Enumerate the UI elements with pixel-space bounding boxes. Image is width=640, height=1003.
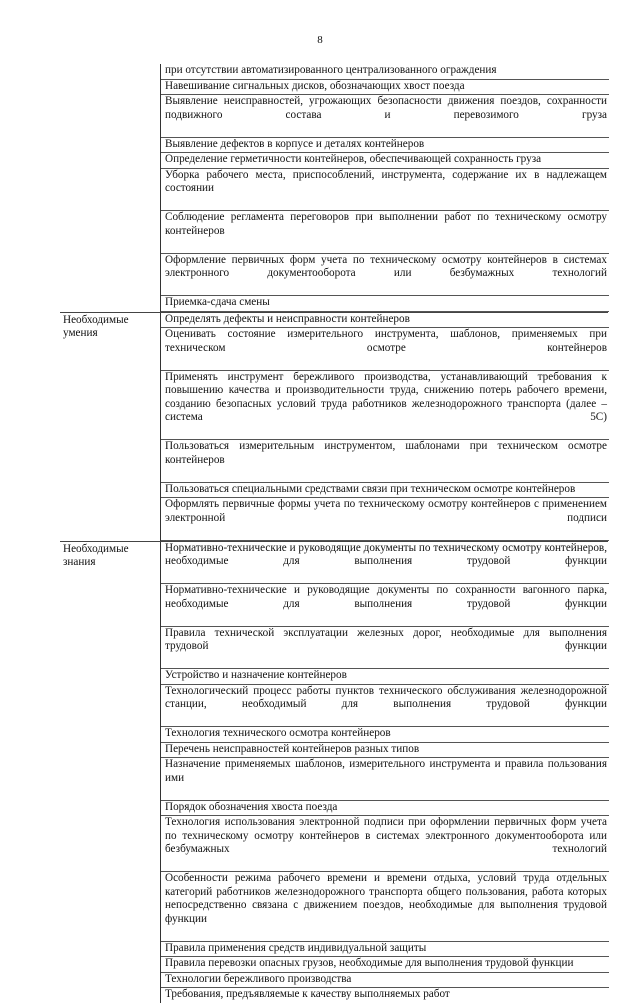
table-cell: Правила перевозки опасных грузов, необходимые для выполнения трудовой функции bbox=[161, 957, 609, 973]
table-cell: Назначение применяемых шаблонов, измерительного инструмента и правила пользования ими bbox=[161, 758, 609, 801]
table-cell: Перечень неисправностей контейнеров разных типов bbox=[161, 743, 609, 759]
table-cell: Правила технической эксплуатации железных дорог, необходимые для выполнения трудовой функции bbox=[161, 627, 609, 670]
section-label bbox=[60, 64, 160, 312]
section-items bbox=[160, 542, 609, 1003]
table-cell: Нормативно-технические и руководящие документы по сохранности вагонного парка, необходимые для выполнения трудовой функции bbox=[161, 584, 609, 627]
table-cell: Правила применения средств индивидуальной защиты bbox=[161, 942, 609, 958]
table-cell: Нормативно-технические и руководящие документы по техническому осмотру контейнеров, необходимые для выполнения трудовой функции bbox=[161, 542, 609, 585]
table-section bbox=[60, 312, 608, 541]
section-label: Необходимые умения bbox=[63, 313, 129, 339]
table-section bbox=[60, 541, 608, 1003]
table-cell: при отсутствии автоматизированного централизованного ограждения bbox=[161, 64, 609, 80]
table-cell: Устройство и назначение контейнеров bbox=[161, 669, 609, 685]
table-cell: Технологический процесс работы пунктов технического обслуживания железнодорожной станции, необходимый для выполнения трудовой функции bbox=[161, 685, 609, 728]
table-cell: Особенности режима рабочего времени и времени отдыха, условий труда отдельных категорий работников железнодорожного транспорта общего пользования, работа которых непосредственно связана с движением поездов, необходимые для выполнения трудовой функции bbox=[161, 872, 609, 942]
table-cell: Приемка-сдача смены bbox=[161, 296, 609, 312]
section-items bbox=[160, 64, 609, 312]
table-cell: Оформление первичных форм учета по техническому осмотру контейнеров в системах электронного документооборота или безбумажных технологий bbox=[161, 254, 609, 297]
section-items bbox=[160, 313, 609, 541]
table-cell: Определять дефекты и неисправности контейнеров bbox=[161, 313, 609, 329]
table-cell: Уборка рабочего места, приспособлений, инструмента, содержание их в надлежащем состоянии bbox=[161, 169, 609, 212]
competency-table bbox=[60, 64, 608, 1003]
table-cell: Технологии бережливого производства bbox=[161, 973, 609, 989]
table-cell: Технология технического осмотра контейнеров bbox=[161, 727, 609, 743]
table-cell: Технология использования электронной подписи при оформлении первичных форм учета по техническому осмотру контейнеров в системах электронного документооборота или безбумажных технологий bbox=[161, 816, 609, 872]
table-cell: Навешивание сигнальных дисков, обозначающих хвост поезда bbox=[161, 80, 609, 96]
table-cell: Выявление неисправностей, угрожающих безопасности движения поездов, сохранности подвижного состава и перевозимого груза bbox=[161, 95, 609, 138]
table-cell: Применять инструмент бережливого производства, устанавливающий требования к повышению качества и производительности труда, снижению потерь рабочего времени, созданию безопасных условий труда работников железнодорожного транспорта (далее – система 5С) bbox=[161, 371, 609, 441]
table-section bbox=[60, 64, 608, 312]
table-cell: Определение герметичности контейнеров, обеспечивающей сохранность груза bbox=[161, 153, 609, 169]
table-cell: Соблюдение регламента переговоров при выполнении работ по техническому осмотру контейнеров bbox=[161, 211, 609, 254]
table-cell: Пользоваться измерительным инструментом, шаблонами при техническом осмотре контейнеров bbox=[161, 440, 609, 483]
table-cell: Оценивать состояние измерительного инструмента, шаблонов, применяемых при техническом осмотре контейнеров bbox=[161, 328, 609, 371]
table-cell: Порядок обозначения хвоста поезда bbox=[161, 801, 609, 817]
table-cell: Пользоваться специальными средствами связи при техническом осмотре контейнеров bbox=[161, 483, 609, 499]
table-cell: Выявление дефектов в корпусе и деталях контейнеров bbox=[161, 138, 609, 154]
section-label: Необходимые знания bbox=[63, 542, 129, 568]
table-cell: Требования, предъявляемые к качеству выполняемых работ bbox=[165, 988, 450, 1000]
page-number: 8 bbox=[317, 34, 323, 46]
table-cell: Оформлять первичные формы учета по техническому осмотру контейнеров с применением электронной подписи bbox=[161, 498, 609, 541]
